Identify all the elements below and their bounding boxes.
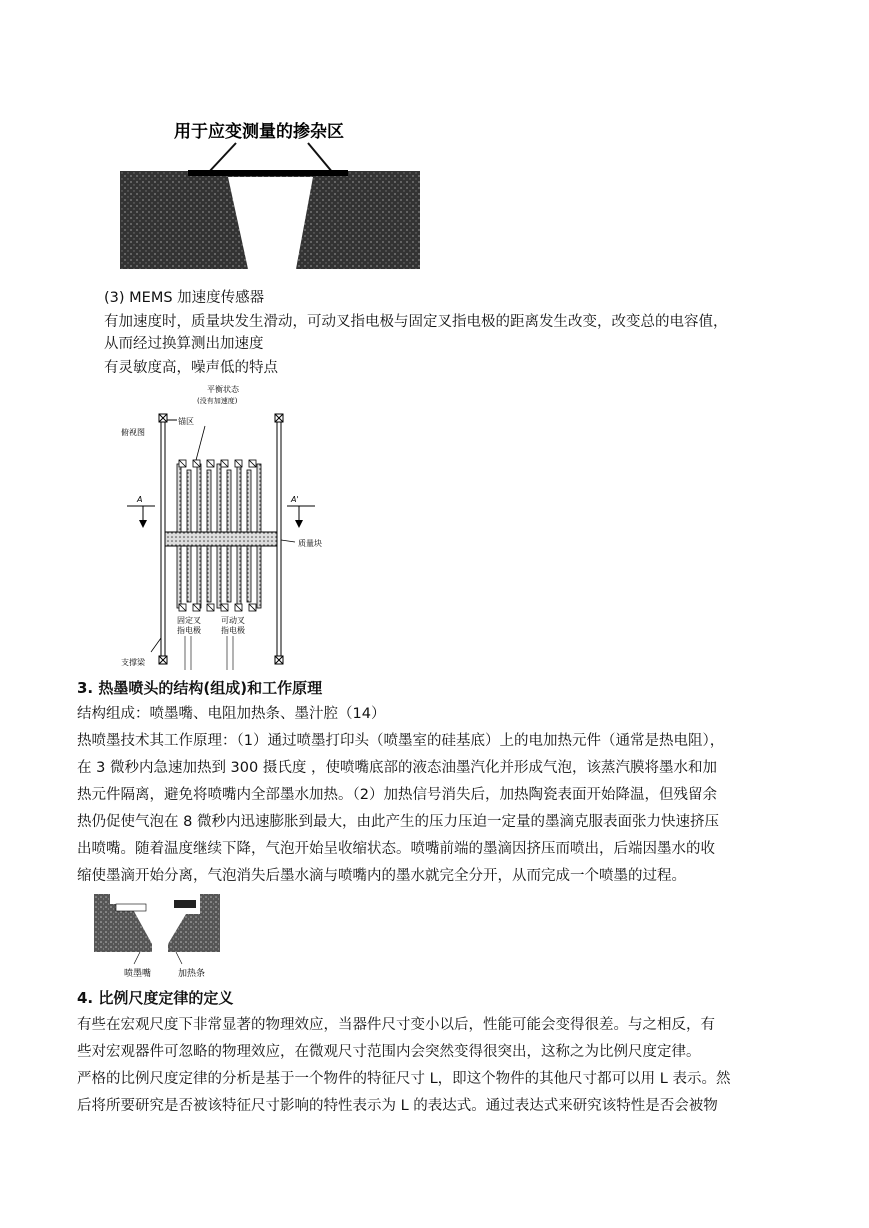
section-3-line-1: 结构组成：喷墨嘴、电阻加热条、墨汁腔（14） xyxy=(77,706,386,722)
section-3-line-6: 出喷嘴。随着温度继续下降，气泡开始呈收缩状态。喷嘴前端的墨滴因挤压而喷出，后端因墨水的收 xyxy=(77,841,715,857)
section-3-line-4: 热元件隔离，避免将喷嘴内全部墨水加热。（2）加热信号消失后，加热陶瓷表面开始降温，但残留余 xyxy=(77,787,717,803)
label-balance: 平衡状态 xyxy=(207,385,239,394)
label-mass: 质量块 xyxy=(298,539,322,548)
label-anchor: 锚区 xyxy=(178,417,194,426)
accelerometer-diagram xyxy=(115,380,350,672)
section-4-heading: 4. 比例尺度定律的定义 xyxy=(77,989,234,1007)
section-4-line-3: 严格的比例尺度定律的分析是基于一个物件的特征尺寸 L，即这个物件的其他尺寸都可以用 L 表示。然 xyxy=(77,1071,731,1087)
mems-heading: (3) MEMS 加速度传感器 xyxy=(104,290,265,306)
label-fixed-1: 固定叉 xyxy=(177,616,201,625)
inkjet-nozzle-figure xyxy=(90,890,225,980)
section-3-line-2: 热喷墨技术其工作原理：（1）通过喷墨打印头（喷墨室的硅基底）上的电加热元件（通常是热电阻）， xyxy=(77,733,725,749)
doped-region-caption: 用于应变测量的掺杂区 xyxy=(174,122,344,142)
label-a-left: A xyxy=(137,495,143,504)
label-movable-2: 指电极 xyxy=(221,626,245,635)
label-no-accel: (没有加速度) xyxy=(197,397,238,405)
mems-line-3: 有灵敏度高，噪声低的特点 xyxy=(104,360,278,376)
label-movable-1: 可动叉 xyxy=(221,616,245,625)
section-4-line-4: 后将所要研究是否被该特征尺寸影响的特性表示为 L 的表达式。通过表达式来研究该特性是否会被物 xyxy=(77,1098,718,1114)
label-nozzle: 喷墨嘴 xyxy=(124,969,152,979)
label-a-right: A' xyxy=(291,495,299,504)
doped-region-figure xyxy=(118,115,438,275)
label-fixed-2: 指电极 xyxy=(177,626,201,635)
label-beam: 支撑梁 xyxy=(121,658,145,667)
mems-line-1: 有加速度时，质量块发生滑动，可动叉指电极与固定叉指电极的距离发生改变，改变总的电容值， xyxy=(104,314,728,330)
section-3-line-7: 缩使墨滴开始分离，气泡消失后墨水滴与喷嘴内的墨水就完全分开，从而完成一个喷墨的过程。 xyxy=(77,868,686,884)
section-4-line-2: 些对宏观器件可忽略的物理效应，在微观尺寸范围内会突然变得很突出，这称之为比例尺度定律。 xyxy=(77,1044,701,1060)
section-3-heading: 3. 热墨喷头的结构(组成)和工作原理 xyxy=(77,679,323,697)
section-3-line-5: 热仍促使气泡在 8 微秒内迅速膨胀到最大，由此产生的压力压迫一定量的墨滴克服表面张力快速挤压 xyxy=(77,814,719,830)
label-heater: 加热条 xyxy=(178,969,206,979)
section-3-line-3: 在 3 微秒内急速加热到 300 摄氏度 ，使喷嘴底部的液态油墨汽化并形成气泡，该蒸汽膜将墨水和加 xyxy=(77,760,717,776)
label-top-view: 俯视图 xyxy=(121,428,145,437)
mems-line-2: 从而经过换算测出加速度 xyxy=(104,336,264,352)
section-4-line-1: 有些在宏观尺度下非常显著的物理效应，当器件尺寸变小以后，性能可能会变得很差。与之相反，有 xyxy=(77,1017,715,1033)
